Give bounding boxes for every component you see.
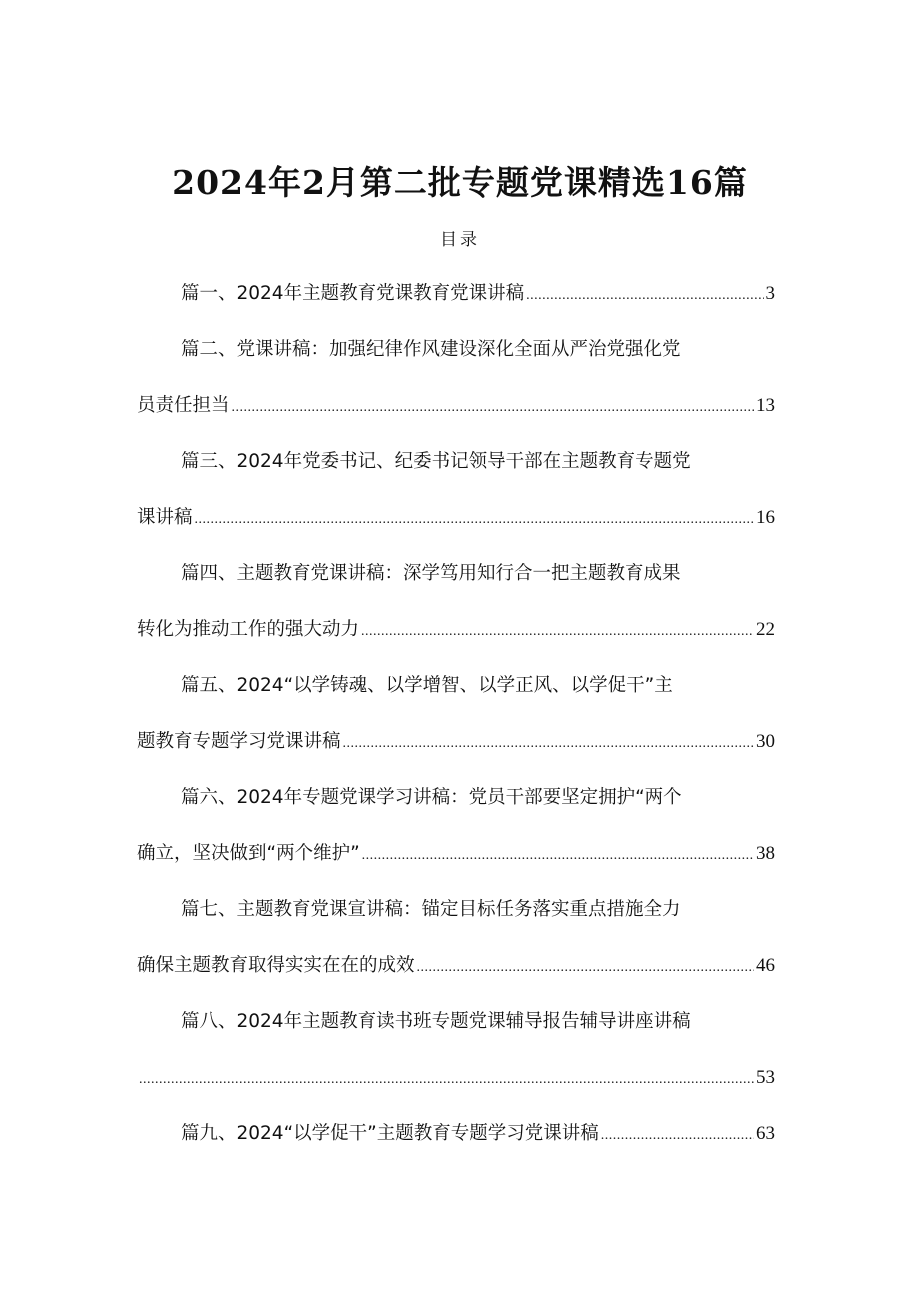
toc-entry-title: 篇八、2024年主题教育读书班专题党课辅导报告辅导讲座讲稿 — [181, 1011, 691, 1032]
toc-entry-line — [137, 838, 775, 894]
toc-entry-title-continued: 课讲稿 — [137, 507, 193, 528]
toc-entry-title-continued: 转化为推动工作的强大动力 — [137, 619, 360, 640]
toc-page-number: 46 — [756, 955, 775, 976]
toc-entry-line — [137, 1118, 775, 1174]
toc-entry-title-continued: 确保主题教育取得实实在在的成效 — [137, 955, 415, 976]
toc-entry[interactable] — [137, 894, 775, 1006]
toc-page-number: 13 — [756, 395, 775, 416]
toc-entry-title: 篇二、党课讲稿：加强纪律作风建设深化全面从严治党强化党 — [181, 339, 681, 360]
toc-leader-dots — [361, 616, 754, 648]
toc-page-number: 63 — [756, 1123, 775, 1144]
toc-entry[interactable] — [137, 278, 775, 334]
toc-entry[interactable] — [137, 1118, 775, 1174]
toc-entry-title-continued: 题教育专题学习党课讲稿 — [137, 731, 341, 752]
toc-page-number: 16 — [756, 507, 775, 528]
toc-entry-line — [137, 614, 775, 670]
toc-entry-title: 篇一、2024年主题教育党课教育党课讲稿 — [181, 283, 525, 304]
toc-leader-dots — [232, 392, 754, 424]
toc-entry-title: 篇九、2024“以学促干”主题教育专题学习党课讲稿 — [181, 1123, 599, 1144]
toc-entry[interactable] — [137, 446, 775, 558]
toc-leader-dots — [195, 504, 754, 536]
toc-entry-title: 篇六、2024年专题党课学习讲稿：党员干部要坚定拥护“两个 — [181, 787, 682, 808]
toc-leader-dots — [362, 840, 754, 872]
toc-page-number: 38 — [756, 843, 775, 864]
toc-leader-dots — [343, 728, 754, 760]
toc-entry-line — [137, 278, 775, 334]
toc-entry-line — [137, 390, 775, 446]
table-of-contents — [137, 278, 775, 1174]
toc-entry[interactable] — [137, 670, 775, 782]
toc-page-number: 3 — [765, 283, 775, 304]
toc-entry-line — [137, 1062, 775, 1118]
toc-page-number: 22 — [756, 619, 775, 640]
toc-entry-title: 篇五、2024“以学铸魂、以学增智、以学正风、以学促干”主 — [181, 675, 673, 696]
toc-entry-title: 篇三、2024年党委书记、纪委书记领导干部在主题教育专题党 — [181, 451, 691, 472]
toc-heading: 目录 — [440, 230, 480, 250]
toc-leader-dots — [139, 1064, 754, 1096]
toc-entry[interactable] — [137, 1006, 775, 1118]
toc-entry[interactable] — [137, 558, 775, 670]
toc-entry-line — [137, 950, 775, 1006]
toc-page-number: 53 — [756, 1067, 775, 1088]
toc-entry-title-continued: 确立，坚决做到“两个维护” — [137, 843, 360, 864]
toc-leader-dots — [526, 280, 763, 312]
toc-entry-title-continued: 员责任担当 — [137, 395, 230, 416]
toc-leader-dots — [601, 1120, 754, 1152]
toc-entry-title: 篇七、主题教育党课宣讲稿：锚定目标任务落实重点措施全力 — [181, 899, 681, 920]
toc-entry-line — [137, 726, 775, 782]
toc-entry[interactable] — [137, 782, 775, 894]
toc-entry-line — [137, 502, 775, 558]
toc-entry[interactable] — [137, 334, 775, 446]
toc-page-number: 30 — [756, 731, 775, 752]
toc-entry-title: 篇四、主题教育党课讲稿：深学笃用知行合一把主题教育成果 — [181, 563, 681, 584]
page-title: 2024年2月第二批专题党课精选16篇 — [172, 163, 748, 203]
toc-leader-dots — [417, 952, 754, 984]
